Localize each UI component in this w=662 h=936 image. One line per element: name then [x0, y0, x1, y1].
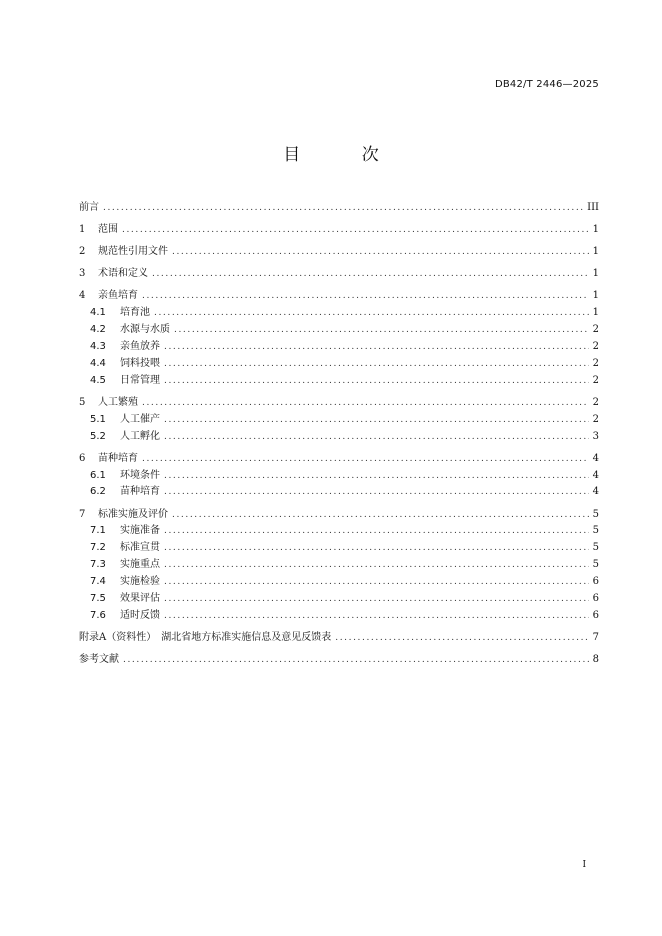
toc-entry-label: 参考文献 [79, 654, 119, 666]
toc-entry-label: 术语和定义 [98, 268, 148, 280]
toc-entry-page: 6 [592, 576, 599, 588]
toc-entry[interactable] [79, 288, 599, 305]
toc-entry[interactable] [79, 630, 599, 647]
toc-entry-number: 3 [79, 268, 86, 280]
toc-entry-page: 2 [592, 413, 599, 425]
toc-entry-label: 适时反馈 [120, 609, 160, 621]
table-of-contents [79, 200, 599, 669]
toc-leader-dots [174, 322, 589, 339]
toc-entry-number: 7.4 [90, 576, 106, 588]
toc-entry-label: 饲料投喂 [120, 357, 160, 369]
toc-leader-dots [142, 395, 589, 412]
toc-entry-label: 规范性引用文件 [98, 246, 168, 258]
toc-entry-number: 7.3 [90, 559, 106, 571]
toc-entry-label: 实施重点 [120, 559, 160, 571]
toc-entry[interactable] [79, 395, 599, 412]
toc-entry-label: 实施准备 [120, 525, 160, 537]
toc-entry-label: 人工孵化 [120, 430, 160, 442]
footer-page-number: I [582, 860, 586, 870]
toc-entry[interactable] [79, 429, 599, 446]
toc-entry-number: 1 [79, 224, 86, 236]
toc-entry-page: 1 [592, 246, 599, 258]
toc-entry-label: 环境条件 [120, 469, 160, 481]
toc-entry-page: 2 [592, 357, 599, 369]
toc-entry-label: 亲鱼放养 [120, 340, 160, 352]
toc-entry-label: 日常管理 [120, 374, 160, 386]
toc-entry-page: 6 [592, 609, 599, 621]
toc-entry[interactable] [79, 591, 599, 608]
toc-leader-dots [164, 339, 589, 356]
toc-entry-page: 2 [592, 340, 599, 352]
toc-entry-number: 7.2 [90, 542, 106, 554]
toc-entry[interactable] [79, 200, 599, 217]
toc-entry-page: 1 [592, 268, 599, 280]
toc-entry[interactable] [79, 574, 599, 591]
toc-entry-page: 3 [592, 430, 599, 442]
toc-entry[interactable] [79, 451, 599, 468]
toc-entry-label: 亲鱼培育 [98, 290, 138, 302]
toc-entry-page: 1 [592, 307, 599, 319]
toc-entry-label: 人工繁殖 [98, 396, 138, 408]
toc-leader-dots [164, 429, 589, 446]
toc-leader-dots [103, 200, 583, 217]
toc-entry-page: 5 [592, 542, 599, 554]
document-code: DB42/T 2446—2025 [494, 79, 599, 90]
toc-leader-dots [164, 468, 589, 485]
toc-leader-dots [142, 451, 589, 468]
toc-entry-label: 培育池 [120, 307, 150, 319]
toc-entry-number: 7 [79, 508, 86, 520]
toc-leader-dots [164, 412, 589, 429]
toc-entry-page: 5 [592, 508, 599, 520]
toc-entry-number: 5 [79, 396, 86, 408]
toc-entry[interactable] [79, 305, 599, 322]
toc-entry[interactable] [79, 244, 599, 261]
toc-entry-label: 水源与水质 [120, 324, 170, 336]
toc-entry-page: 5 [592, 525, 599, 537]
toc-entry-number: 7.6 [90, 609, 106, 621]
toc-entry-page: 2 [592, 324, 599, 336]
toc-entry-page: 4 [592, 469, 599, 481]
toc-entry-number: 4.4 [90, 357, 106, 369]
toc-entry-number: 4.2 [90, 324, 106, 336]
toc-entry-number: 6.1 [90, 469, 106, 481]
toc-entry-number: 4 [79, 290, 86, 302]
toc-entry[interactable] [79, 373, 599, 390]
toc-entry-number: 6.2 [90, 486, 106, 498]
toc-entry[interactable] [79, 557, 599, 574]
toc-entry-label: 前言 [79, 202, 99, 213]
toc-entry-label: 效果评估 [120, 593, 160, 605]
toc-leader-dots [152, 266, 589, 283]
toc-entry[interactable] [79, 266, 599, 283]
toc-entry[interactable] [79, 507, 599, 524]
toc-entry[interactable] [79, 339, 599, 356]
toc-entry-number: 4.3 [90, 340, 106, 352]
toc-entry-page: 7 [592, 631, 599, 643]
toc-entry-label: 标准宣贯 [120, 542, 160, 554]
toc-entry-page: 6 [592, 593, 599, 605]
toc-entry-label: 附录A（资料性） 湖北省地方标准实施信息及意见反馈表 [79, 631, 332, 643]
toc-leader-dots [164, 540, 589, 557]
toc-leader-dots [164, 557, 589, 574]
toc-entry[interactable] [79, 468, 599, 485]
toc-entry-label: 人工催产 [120, 413, 160, 425]
toc-entry-number: 5.1 [90, 413, 106, 425]
toc-entry-page: 8 [592, 654, 599, 666]
toc-entry-number: 7.1 [90, 525, 106, 537]
toc-entry-page: 2 [592, 396, 599, 408]
toc-leader-dots [154, 305, 589, 322]
toc-entry-page: 1 [592, 290, 599, 302]
toc-leader-dots [142, 288, 589, 305]
toc-entry[interactable] [79, 523, 599, 540]
toc-leader-dots [172, 507, 589, 524]
toc-entry-page: 1 [592, 224, 599, 236]
toc-entry-number: 6 [79, 452, 86, 464]
toc-entry[interactable] [79, 652, 599, 669]
toc-entry-page: 4 [592, 486, 599, 498]
toc-entry-page: III [587, 202, 599, 213]
toc-leader-dots [172, 244, 589, 261]
toc-entry[interactable] [79, 222, 599, 239]
toc-leader-dots [122, 222, 589, 239]
toc-entry-number: 5.2 [90, 430, 106, 442]
toc-leader-dots [164, 484, 589, 501]
toc-entry-number: 4.5 [90, 374, 106, 386]
page-title: 目 次 [283, 145, 407, 165]
toc-entry-page: 2 [592, 374, 599, 386]
toc-entry[interactable] [79, 540, 599, 557]
toc-leader-dots [164, 591, 589, 608]
toc-leader-dots [123, 652, 589, 669]
toc-entry[interactable] [79, 322, 599, 339]
toc-leader-dots [164, 608, 589, 625]
toc-entry-label: 实施检验 [120, 576, 160, 588]
toc-leader-dots [335, 630, 588, 647]
toc-leader-dots [164, 373, 589, 390]
toc-entry-number: 2 [79, 246, 86, 258]
toc-entry-label: 苗种培育 [120, 486, 160, 498]
toc-entry[interactable] [79, 608, 599, 625]
toc-entry-label: 苗种培育 [98, 452, 138, 464]
toc-leader-dots [164, 523, 589, 540]
toc-entry-number: 4.1 [90, 307, 106, 319]
toc-entry[interactable] [79, 412, 599, 429]
toc-leader-dots [164, 356, 589, 373]
toc-entry-label: 标准实施及评价 [98, 508, 168, 520]
toc-leader-dots [164, 574, 589, 591]
toc-entry-page: 5 [592, 559, 599, 571]
toc-entry[interactable] [79, 484, 599, 501]
toc-entry-number: 7.5 [90, 593, 106, 605]
toc-entry[interactable] [79, 356, 599, 373]
toc-entry-label: 范围 [98, 224, 118, 236]
toc-entry-page: 4 [592, 452, 599, 464]
